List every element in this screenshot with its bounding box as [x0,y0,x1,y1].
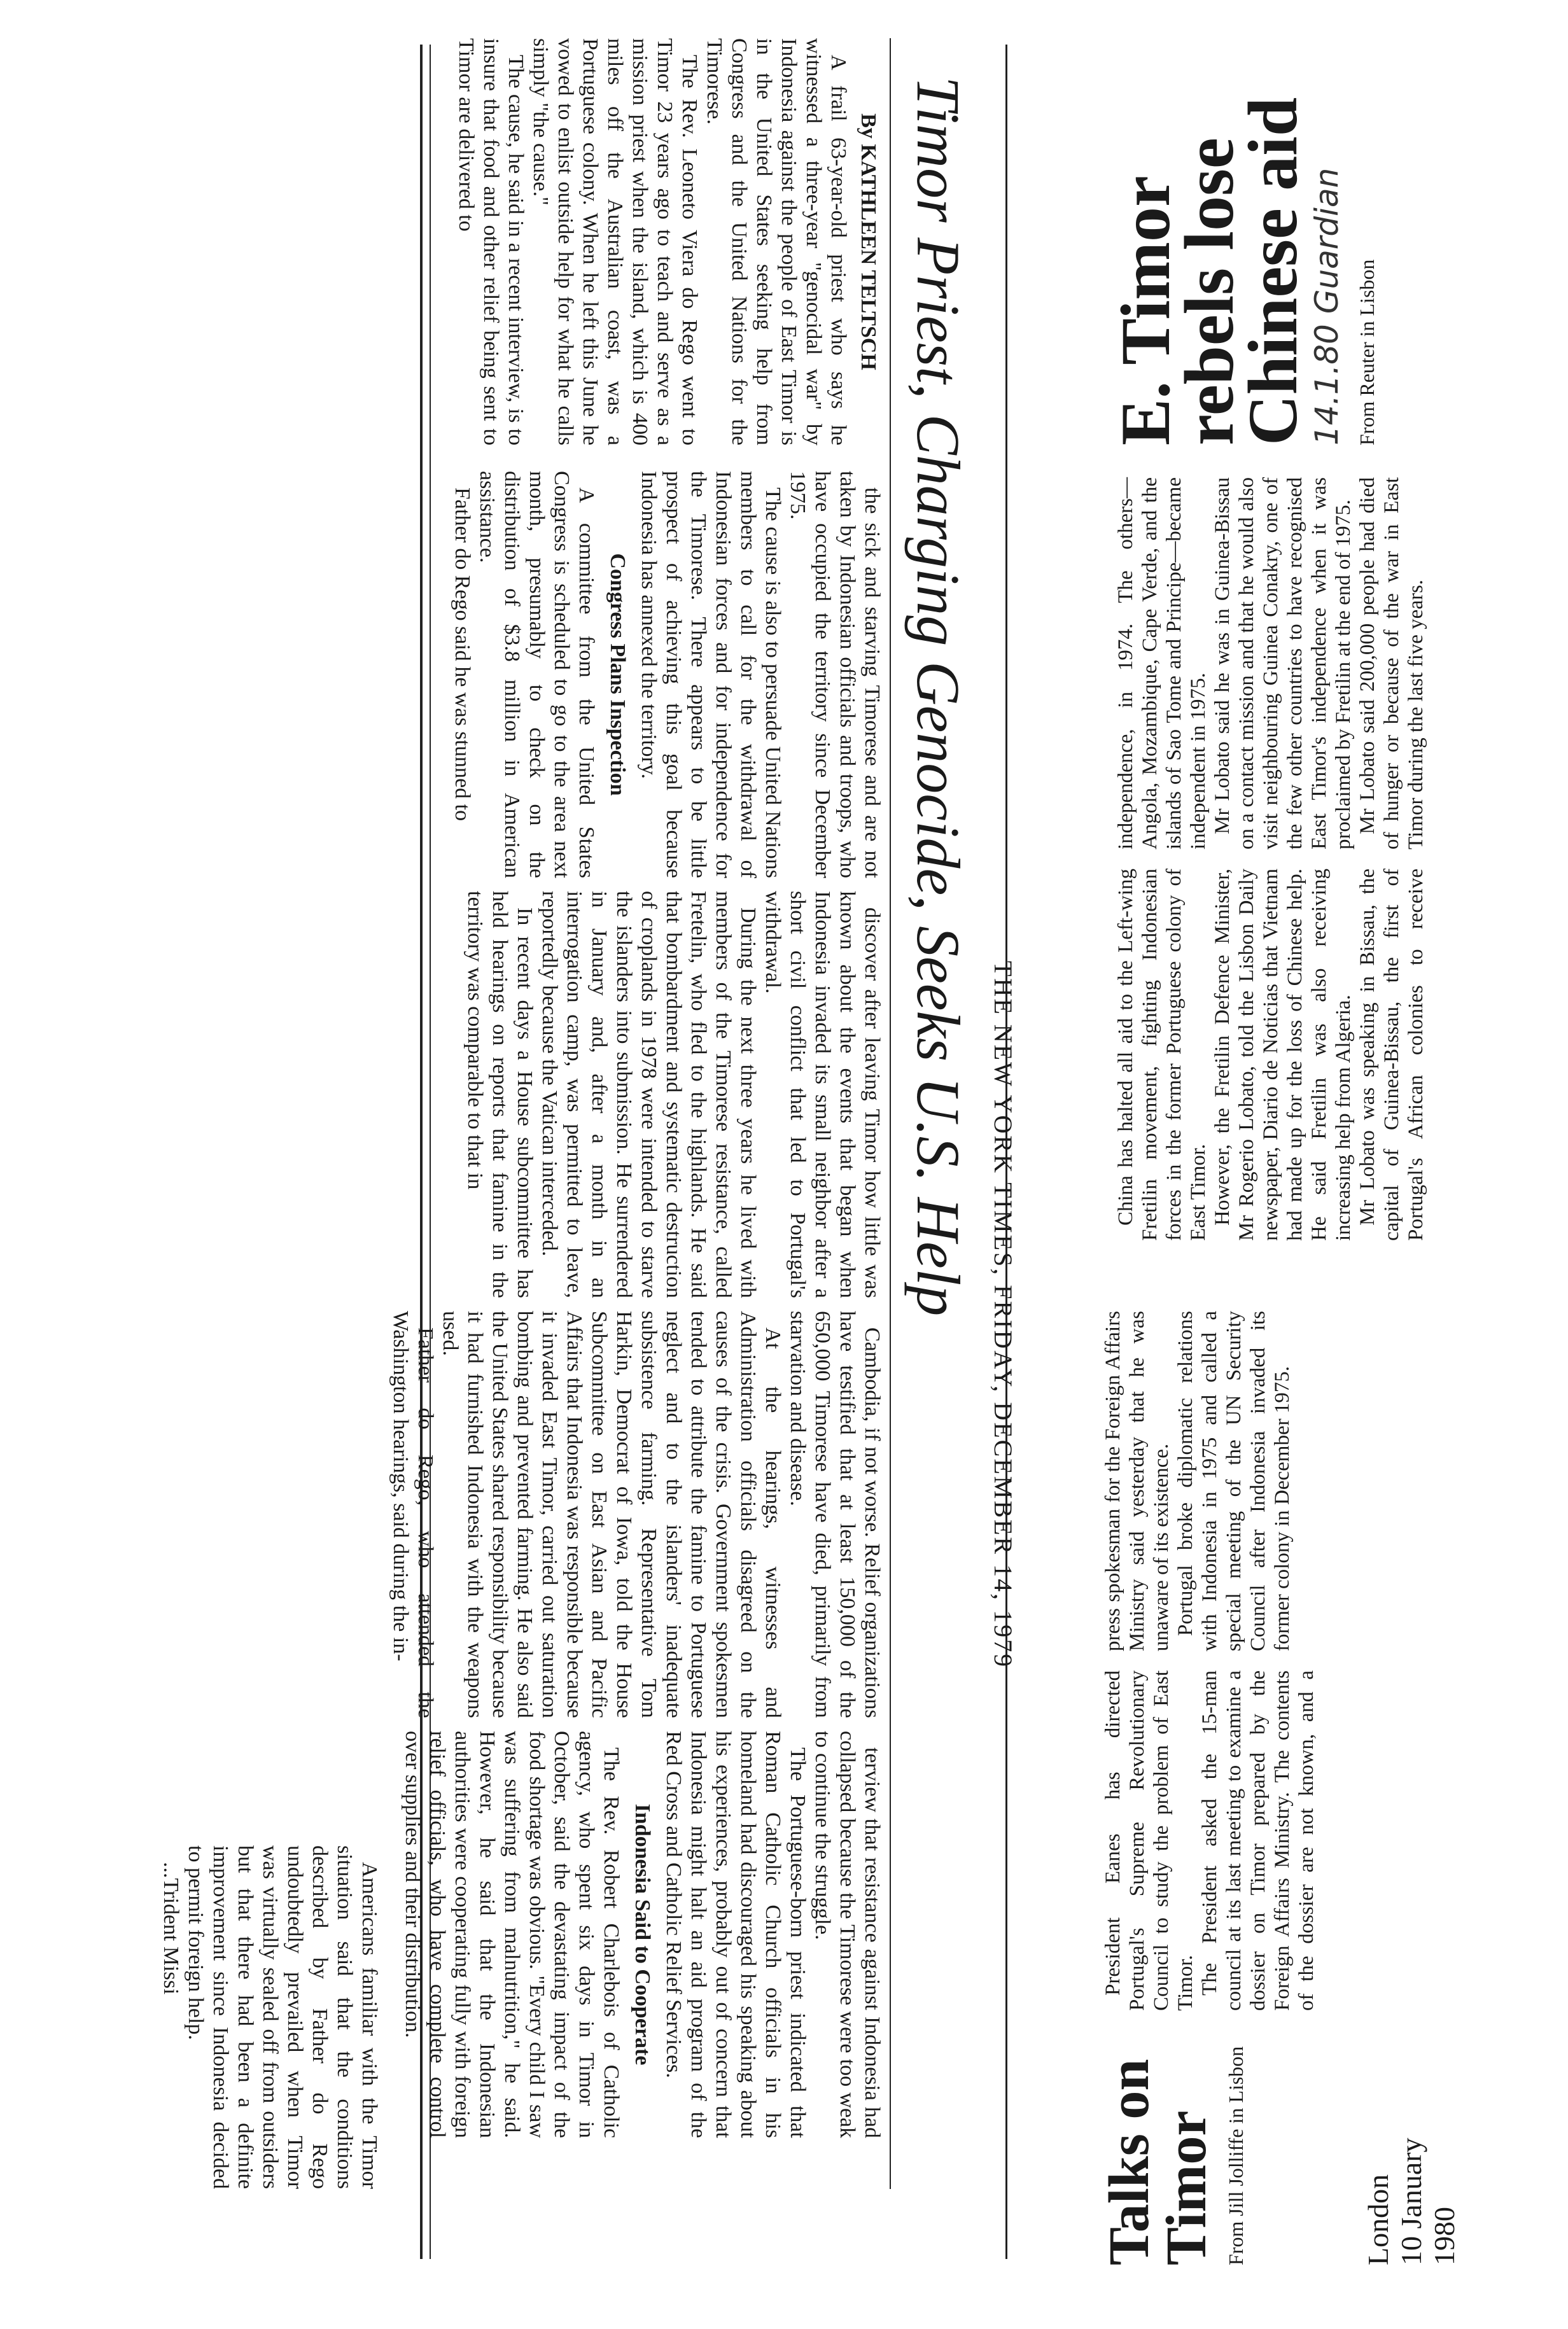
column-rule [890,38,891,2189]
col5-paragraph: The Portuguese-born priest indicated that Roman Catholic Church officials in his homeland had discouraged his speaking about his experiences, probably out of concern that Indonesia might halt an aid program of the Red Cross and Catholic Relief Services. [662,1731,809,2138]
masthead: THE NEW YORK TIMES, FRIDAY, DECEMBER 14, 1979 [989,961,1018,1669]
guardian-paragraph: Mr Lobato said he was in Guinea-Bissau on a contact mission and that he would also visit neighbouring Guinea Conakry, one of the few other countries to have recognised East Timor's independence when it was proclaimed by Fretilin at the end of 1975. [1211,477,1355,850]
col4-paragraph: Father do Rego, who attended the Washington hearings, said during the in- [389,1311,437,1718]
col1-paragraph: A frail 63-year-old priest who says he witnessed a three-year "genocidal war" by Indonesia against the people of East Timor is in the United States seeking help from Congress and the United Nations for the Timorese. [703,38,850,445]
col3-paragraph: During the next three years he lived with members of the Timorese resistance, called Fretelin, who fled to the highlands. He said that bombardment and systematic destruction of croplands in 1978 were intended to starve the islanders into submission. He surrendered in January and, after a month in an interrogation camp, was permitted to leave, reportedly because the Vatican interceded. [538,891,760,1298]
col2-subhead: Congress Plans Inspection [606,553,629,796]
col2-paragraph: Father do Rego said he was stunned to [451,487,474,822]
col2-paragraph: A committee from the United States Congress is scheduled to go to the area next month, presumably to check on the distribution of $3.8 million in American assistance. [475,471,598,878]
col2-paragraph: The cause is also to persuade United Nations members to call for the withdrawal of Indonesian forces and for independence for the Timorese. There appears to be little prospect of achieving this goal because Indonesia has annexed the territory. [637,471,785,878]
column-2 [395,471,885,878]
guardian-paragraph: Mr Lobato was speaking in Bissau, the capital of Guinea-Bissau, the first of Portugal's African colonies to receive independence, in 1974. The others—Angola, Mozambique, Cape Verde, and the islands of Sao Tome and Principe—became independent in 1975. [1114,477,1427,1241]
guardian-headline-line1: E. Timor [1107,176,1184,445]
nyt-article [0,38,1018,2253]
col3-paragraph: In recent days a House subcommittee has held hearings on reports that famine in the territory was comparable to that in [463,891,536,1298]
headline: Timor Priest, Charging Genocide, Seeks U.S. Help [904,76,972,1317]
talks-source-line2: 10 January [1395,2137,1427,2265]
col4-paragraph: At the hearings, witnesses and Administration officials disagreed on the causes of the crisis. Government spokesmen tended to attribute the famine to Portuguese neglect and to the islanders' inadequate subsistence farming. Representative Tom Harkin, Democrat of Iowa, told the House Subcommittee on East Asian and Pacific Affairs that Indonesia was responsible because it invaded East Timor, carried out saturation bombing and prevented farming. He also said the United States shared responsibility because it had furnished Indonesia with the weapons used. [438,1311,785,1718]
col1-paragraph: The Rev. Leoneto Viera do Rego went to Timor 23 years ago to teach and serve as a mission priest when the island, which is 400 miles off the Australian coast, was a Portuguese colony. When he left this June he vowed to enlist outside help for what he calls simply "the cause." [529,38,701,445]
column-1 [395,38,885,445]
talks-headline-line2: Timor [1155,2110,1218,2265]
guardian-body [1114,477,1470,1241]
column-6 [153,1845,382,2189]
talks-paragraph: Portugal broke diplomatic relations with Indonesia in 1975 and called a special meeting of the UN Security Council after Indonesia invaded its former colony in December 1975. [1174,1311,1294,1651]
col4-paragraph: Cambodia, if not worse. Relief organizations have testified that at least 150,000 of the 650,000 Timorese have died, primarily from starvation and disease. [786,1311,884,1718]
column-5 [395,1731,885,2138]
column-3 [395,891,885,1298]
guardian-dateline: From Reuter in Lisbon [1355,259,1378,445]
talks-dateline: From Jill Jolliffe in Lisbon [1224,2046,1247,2265]
col1-paragraph: The cause, he said in a recent interview, is to insure that food and other relief being sent to Timor are delivered to [454,38,528,445]
guardian-paragraph: Mr Lobato said 200,000 people had died of hunger or because of the war in East Timor during the last five years. [1356,477,1427,850]
col6-paragraph: ...Trident Missi [159,1862,183,1995]
guardian-headline [1107,64,1379,445]
talks-clipping [1095,1292,1489,2278]
talks-source [1362,2137,1461,2265]
talks-headline-line1: Talks on [1098,2059,1161,2265]
col6-paragraph: Americans familiar with the Timor situation said that the conditions described by Father do Rego undoubtedly prevailed when Timor was virtually sealed off from outsiders but that there had been a definite improvement since Indonesia decided to permit foreign help. [184,1845,381,2189]
col3-paragraph: discover after leaving Timor how little was known about the events that began when Indonesia invaded its small neighbor after a short civil conflict that led to Portugal's withdrawal. [761,891,884,1298]
talks-body [1101,1311,1343,2011]
column-4 [389,1311,885,1718]
handwritten-note: 14.1.80 Guardian [1308,167,1345,445]
col2-paragraph: the sick and starving Timorese and are not taken by Indonesian officials and troops, who have occupied the territory since December 1975. [786,471,884,878]
talks-headline [1098,2036,1248,2265]
talks-source-line3: 1980 [1428,2207,1460,2265]
guardian-paragraph: However, the Fretilin Defence Minister, Mr Rogerio Lobato, told the Lisbon Daily newspaper, Diario de Noticias that Vietnam had made up for the loss of Chinese help. He said Fretilin was also receiving increasing help from Algeria. [1211,869,1355,1241]
talks-source-line1: London [1362,2174,1394,2265]
guardian-paragraph: China has halted all aid to the Left-wing Fretilin movement, fighting Indonesian forces in the former Portuguese colony of East Timor. [1114,869,1210,1241]
guardian-headline-line3: Chinese aid [1234,97,1312,445]
talks-paragraph: The President asked the 15-man council at its last meeting to examine a dossier on Timor prepared by the Foreign Affairs Ministry. The contents of the dossier are not known, and a press spokesman for the Foreign Affairs Ministry said yesterday that he was unaware of its existence. [1102,1311,1318,2011]
guardian-headline-line2: rebels lose [1170,137,1248,445]
talks-paragraph: President Eanes has directed Portugal's Supreme Revolutionary Council to study the problem of East Timor. [1102,1670,1197,2011]
col5-subhead: Indonesia Said to Cooperate [631,1803,654,2066]
byline: By KATHLEEN TELTSCH [857,113,880,370]
col5-paragraph: terview that resistance against Indonesia had collapsed because the Timorese were too weak to continue the struggle. [811,1731,884,2138]
guardian-clipping [1095,45,1489,1241]
col5-paragraph: The Rev. Robert Charlebois of Catholic agency, who spent six days in Timor in October, said the devastating impact of the food shortage was obvious. "Every child I saw was suffering from malnutrition," he said. However, he said that the Indonesian authorities were cooperating fully with foreign relief officials, who have complete control over supplies and their distribution. [401,1731,623,2138]
